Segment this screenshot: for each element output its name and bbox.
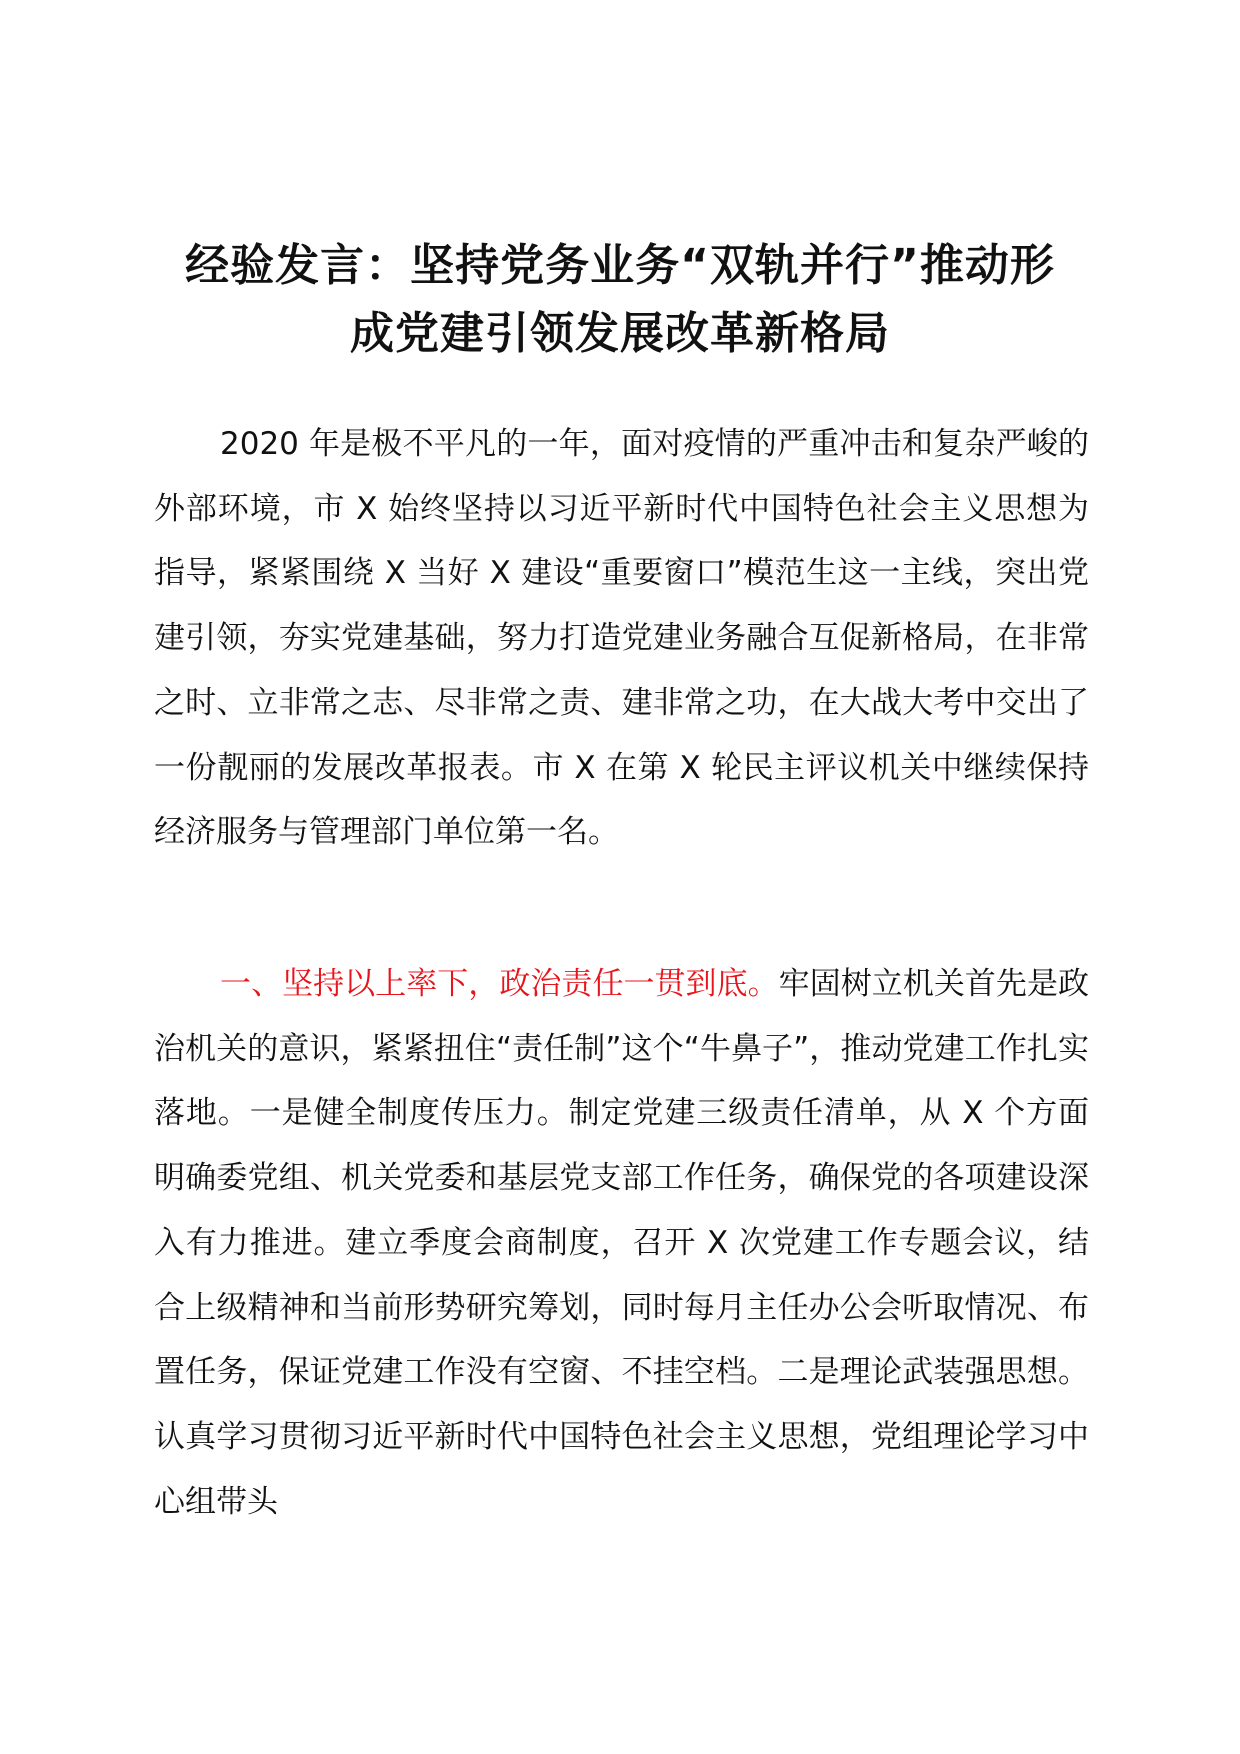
document-title bbox=[150, 232, 1090, 368]
section-one-body: 牢固树立机关首先是政治机关的意识，紧紧扭住“责任制”这个“牛鼻子”，推动党建工作扎实落地。一是健全制度传压力。制定党建三级责任清单，从 X 个方面明确委党组、机关党委和基层党支部工作任务，确保党的各项建设深入有力推进。建立季度会商制度，召开 X 次党建工作专题会议，结合上级精神和当前形势研究筹划，同时每月主任办公会听取情况、布置任务，保证党建工作没有空窗、不挂空档。二是理论武装强思想。认真学习贯彻习近平新时代中国特色社会主义思想，党组理论学习中心组带头 bbox=[154, 966, 1090, 1520]
title-line-2: 成党建引领发展改革新格局 bbox=[350, 308, 890, 359]
section-one-heading: 一、坚持以上率下，政治责任一贯到底。 bbox=[220, 966, 779, 1002]
title-line-1: 经验发言：坚持党务业务“双轨并行”推动形 bbox=[185, 240, 1055, 291]
section-one-paragraph bbox=[154, 952, 1089, 1534]
intro-paragraph: 2020 年是极不平凡的一年，面对疫情的严重冲击和复杂严峻的外部环境，市 X 始终坚持以习近平新时代中国特色社会主义思想为指导，紧紧围绕 X 当好 X 建设“重要窗口”模范生这一主线，突出党建引领，夯实党建基础，努力打造党建业务融合互促新格局，在非常之时、立非常之志、尽非常之责、建非常之功，在大战大考中交出了一份靓丽的发展改革报表。市 X 在第 X 轮民主评议机关中继续保持经济服务与管理部门单位第一名。 bbox=[154, 426, 1089, 851]
